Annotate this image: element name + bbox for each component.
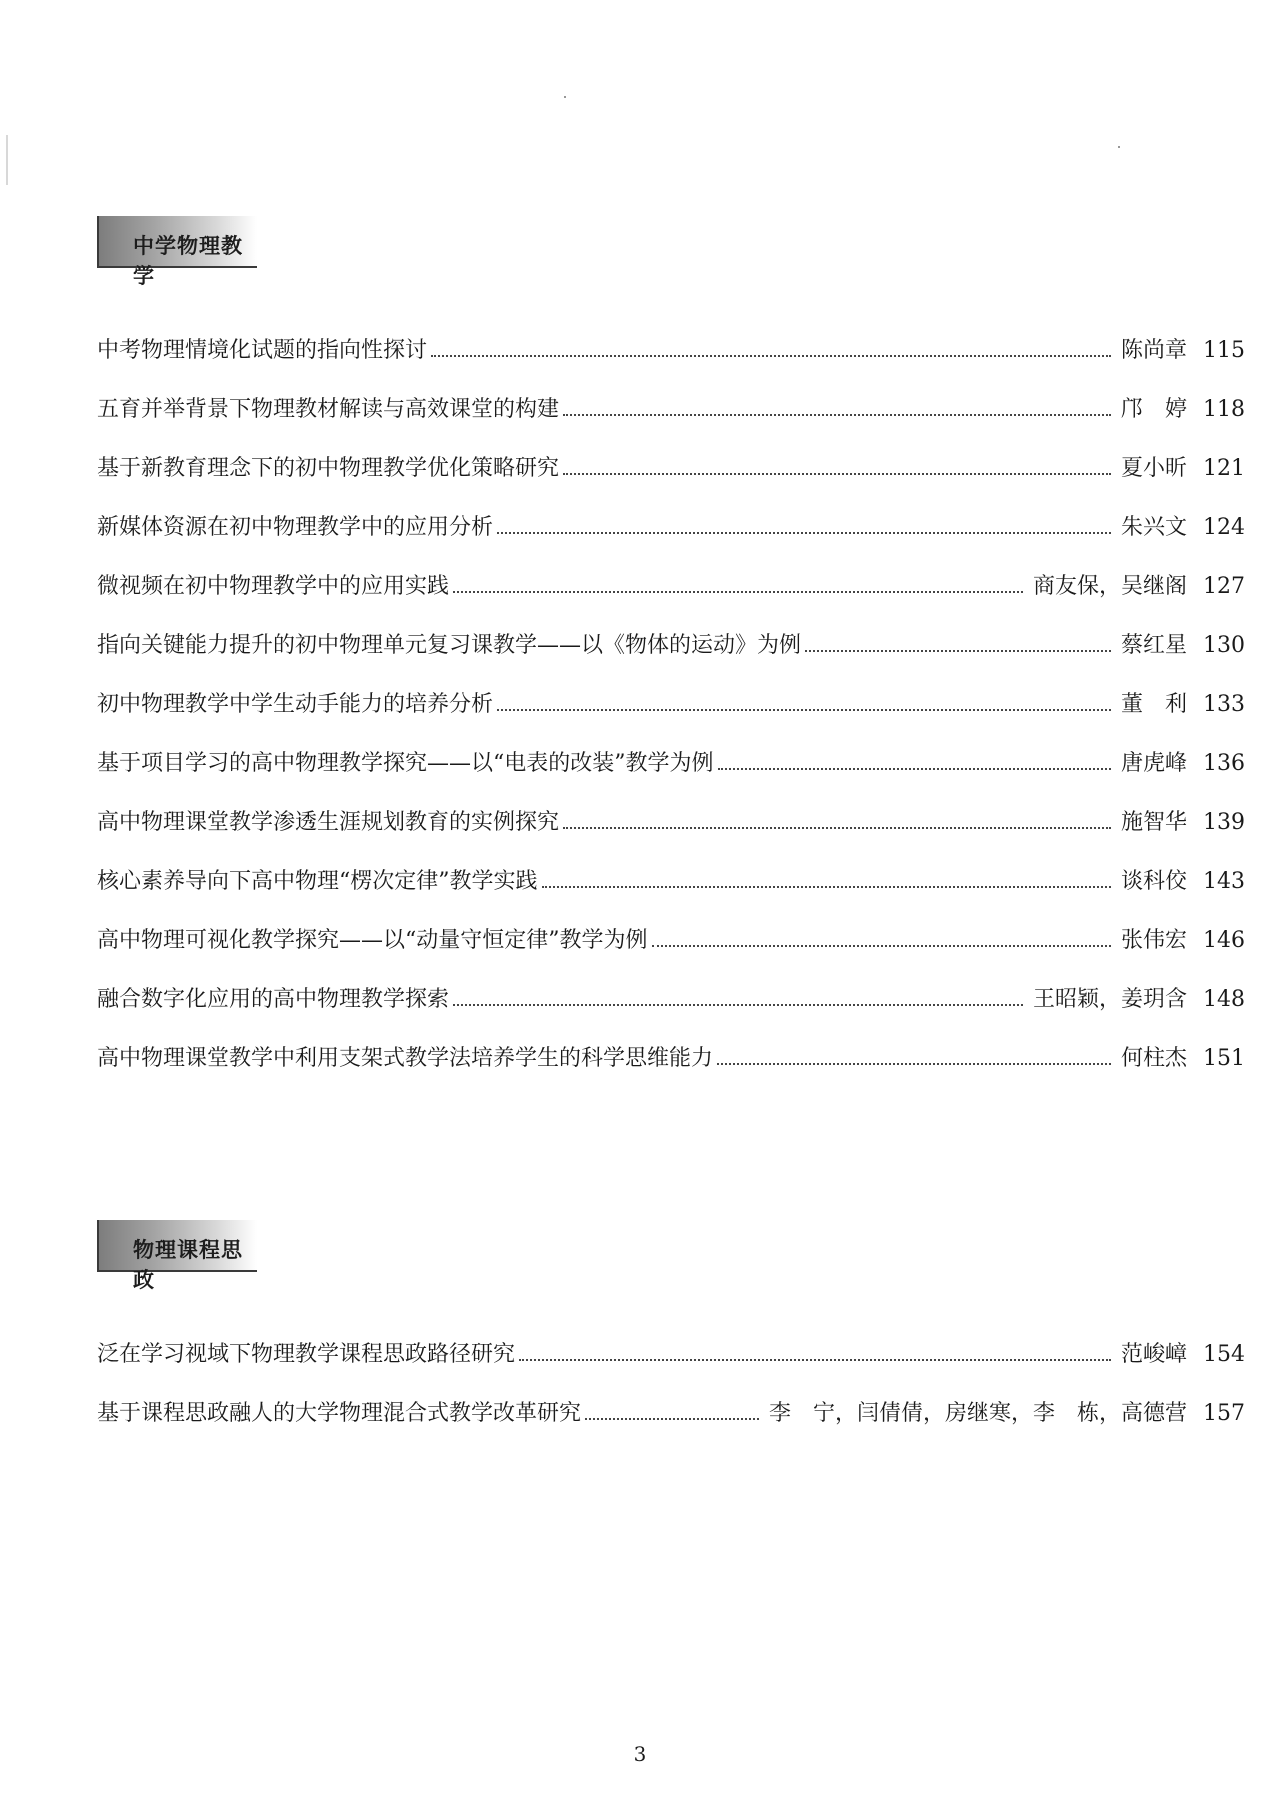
dot-leader (542, 886, 1111, 888)
toc-entry-page: 154 (1203, 1341, 1245, 1367)
section-title: 物理课程思政 (133, 1238, 243, 1292)
toc-entry-author: 邝 婷 (1120, 396, 1187, 422)
toc-entry-title: 高中物理课堂教学中利用支架式教学法培养学生的科学思维能力 (97, 1045, 714, 1071)
page-number: 3 (633, 1742, 647, 1766)
scan-speck (1118, 146, 1120, 148)
toc-entry[interactable] (97, 777, 1245, 836)
toc-entry-page: 133 (1203, 691, 1245, 717)
toc-entry-title: 融合数字化应用的高中物理教学探索 (97, 986, 450, 1012)
toc-entry-title: 基于项目学习的高中物理教学探究——以“电表的改装”教学为例 (97, 750, 714, 776)
dot-leader (497, 709, 1111, 711)
dot-leader (497, 532, 1111, 534)
dot-leader (563, 414, 1111, 416)
dot-leader (519, 1359, 1111, 1361)
toc-entry[interactable] (97, 659, 1245, 718)
toc-entry[interactable] (97, 541, 1245, 600)
toc-entry[interactable] (97, 600, 1245, 659)
toc-entry[interactable] (97, 423, 1245, 482)
dot-leader (563, 473, 1111, 475)
toc-entry-author: 蔡红星 (1120, 632, 1187, 658)
dot-leader (453, 1004, 1023, 1006)
toc-entry[interactable] (97, 1013, 1245, 1072)
toc-entry-author: 董 利 (1120, 691, 1187, 717)
toc-entry-author: 陈尚章 (1120, 337, 1187, 363)
toc-entry-title: 基于新教育理念下的初中物理教学优化策略研究 (97, 455, 560, 481)
toc-entry-title: 初中物理教学中学生动手能力的培养分析 (97, 691, 494, 717)
dot-leader (585, 1418, 759, 1420)
dot-leader (805, 650, 1111, 652)
toc-entry[interactable] (97, 895, 1245, 954)
toc-entry[interactable] (97, 1368, 1245, 1427)
toc-entry-page: 115 (1203, 337, 1245, 363)
scan-edge-mark (6, 135, 8, 185)
scan-speck (564, 96, 566, 98)
toc-entry-author: 商友保，吴继阁 (1032, 573, 1187, 599)
toc-entry[interactable] (97, 954, 1245, 1013)
toc-entry-title: 指向关键能力提升的初中物理单元复习课教学——以《物体的运动》为例 (97, 632, 802, 658)
toc-entry[interactable] (97, 482, 1245, 541)
toc-entry-author: 施智华 (1120, 809, 1187, 835)
toc-entry-author: 谈科佼 (1120, 868, 1187, 894)
toc-entry-title: 中考物理情境化试题的指向性探讨 (97, 337, 428, 363)
toc-entry-author: 李 宁，闫倩倩，房继寒，李 栋，高德营 (768, 1400, 1187, 1426)
dot-leader (718, 768, 1111, 770)
toc-entry-author: 唐虎峰 (1120, 750, 1187, 776)
toc-entry-author: 王昭颖，姜玥含 (1032, 986, 1187, 1012)
toc-entry-page: 148 (1203, 986, 1245, 1012)
toc-entry-page: 136 (1203, 750, 1245, 776)
dot-leader (453, 591, 1023, 593)
toc-entry-page: 127 (1203, 573, 1245, 599)
toc-entry-page: 143 (1203, 868, 1245, 894)
toc-entry-title: 新媒体资源在初中物理教学中的应用分析 (97, 514, 494, 540)
toc-entry-page: 139 (1203, 809, 1245, 835)
toc-entry[interactable] (97, 836, 1245, 895)
toc-list-middle-school-physics (97, 305, 1245, 1072)
toc-entry[interactable] (97, 364, 1245, 423)
section-title: 中学物理教学 (133, 234, 243, 288)
dot-leader (563, 827, 1111, 829)
toc-entry-author: 张伟宏 (1120, 927, 1187, 953)
toc-entry-title: 基于课程思政融人的大学物理混合式教学改革研究 (97, 1400, 582, 1426)
toc-entry-title: 高中物理课堂教学渗透生涯规划教育的实例探究 (97, 809, 560, 835)
toc-entry[interactable] (97, 1309, 1245, 1368)
section-header-course-ideology (97, 1220, 257, 1292)
dot-leader (717, 1063, 1111, 1065)
section-header-middle-school-physics (97, 216, 257, 288)
toc-entry-title: 五育并举背景下物理教材解读与高效课堂的构建 (97, 396, 560, 422)
toc-entry-page: 118 (1203, 396, 1245, 422)
toc-entry-page: 121 (1203, 455, 1245, 481)
toc-entry-author: 朱兴文 (1120, 514, 1187, 540)
toc-entry-page: 146 (1203, 927, 1245, 953)
toc-entry-title: 微视频在初中物理教学中的应用实践 (97, 573, 450, 599)
toc-entry-title: 高中物理可视化教学探究——以“动量守恒定律”教学为例 (97, 927, 648, 953)
toc-entry-author: 夏小昕 (1120, 455, 1187, 481)
dot-leader (652, 945, 1111, 947)
toc-entry-page: 157 (1203, 1400, 1245, 1426)
toc-entry[interactable] (97, 305, 1245, 364)
toc-entry-author: 范峻嶂 (1120, 1341, 1187, 1367)
toc-entry[interactable] (97, 718, 1245, 777)
dot-leader (431, 355, 1111, 357)
toc-entry-title: 泛在学习视域下物理教学课程思政路径研究 (97, 1341, 516, 1367)
toc-entry-author: 何柱杰 (1120, 1045, 1187, 1071)
toc-entry-page: 151 (1203, 1045, 1245, 1071)
toc-entry-page: 124 (1203, 514, 1245, 540)
toc-entry-title: 核心素养导向下高中物理“楞次定律”教学实践 (97, 868, 538, 894)
toc-list-course-ideology (97, 1309, 1245, 1427)
toc-entry-page: 130 (1203, 632, 1245, 658)
